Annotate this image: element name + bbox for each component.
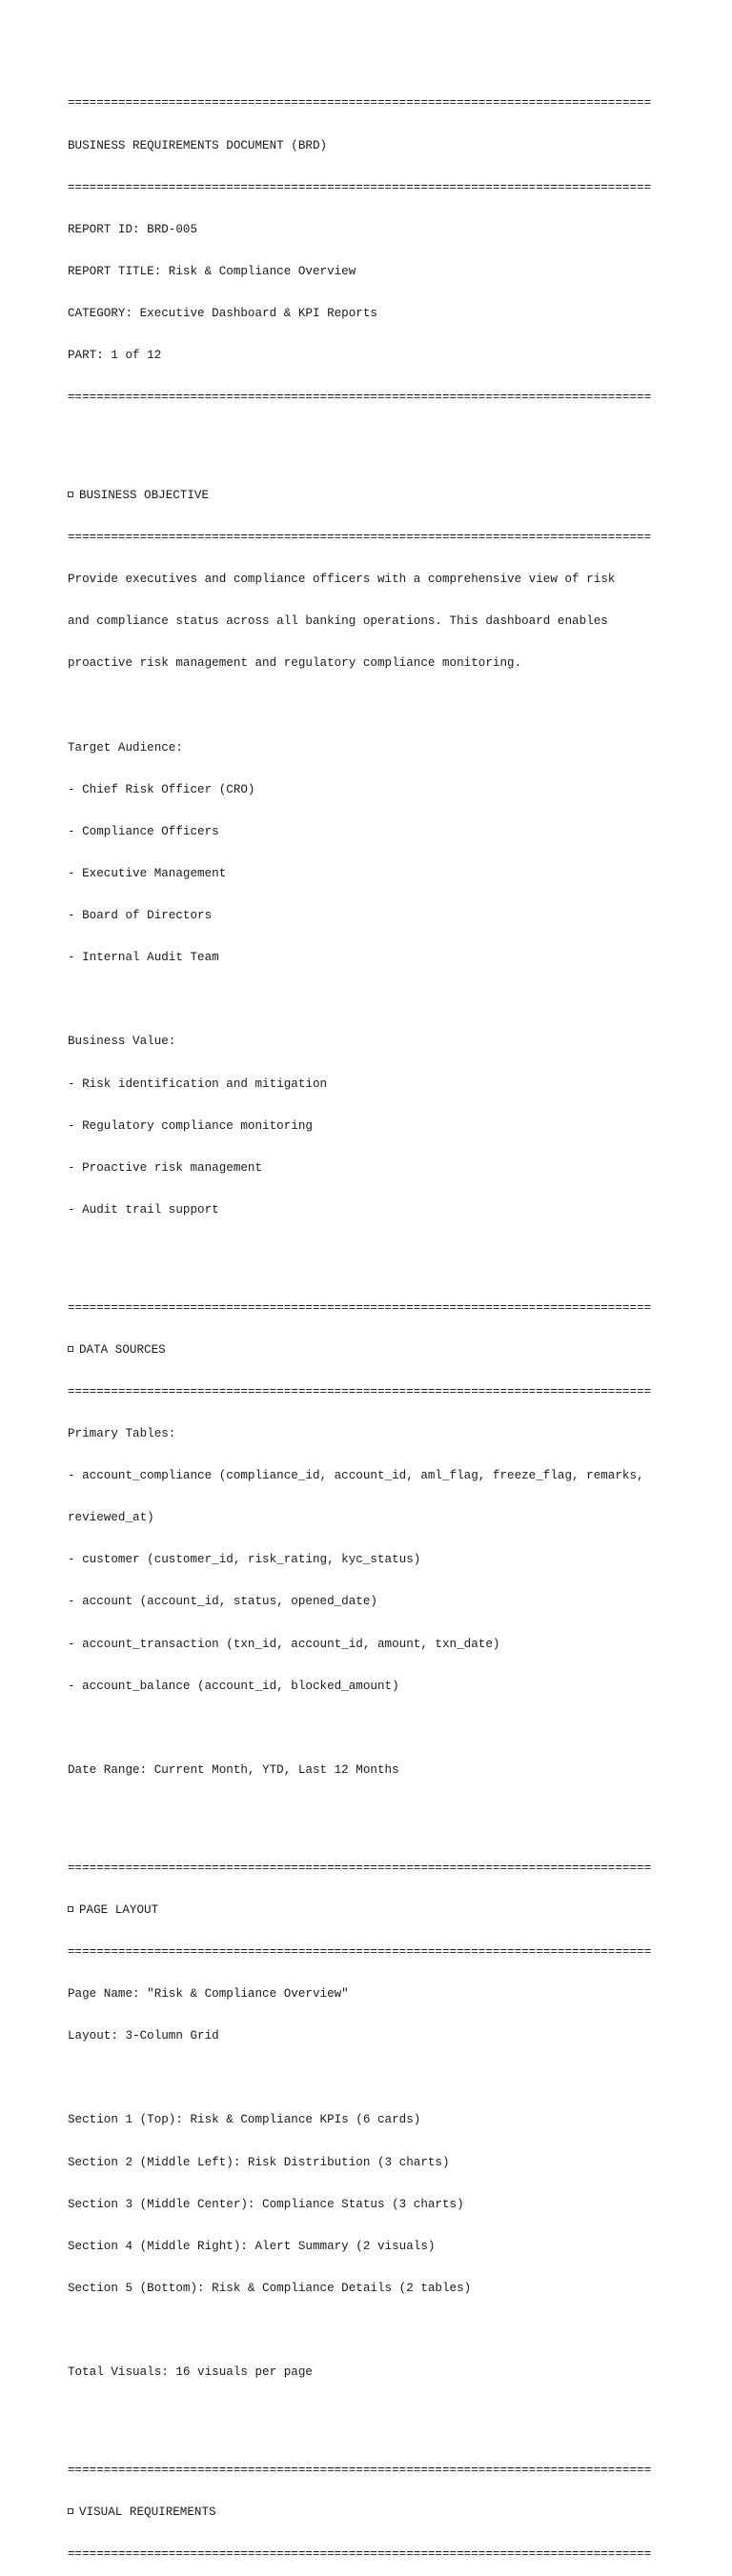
report-id: REPORT ID: BRD-005: [68, 222, 198, 236]
list-item: - Audit trail support: [68, 1202, 219, 1217]
list-item: reviewed_at): [68, 1511, 154, 1525]
list-item: Section 2 (Middle Left): Risk Distribution (3 charts): [68, 2155, 450, 2169]
objective-paragraph-line: and compliance status across all banking operations. This dashboard enables: [68, 614, 608, 629]
objective-paragraph-line: proactive risk management and regulatory compliance monitoring.: [68, 656, 522, 671]
square-bullet-icon: [68, 1906, 73, 1912]
list-item: - Risk identification and mitigation: [68, 1077, 328, 1091]
square-bullet-icon: [68, 2508, 73, 2514]
section-heading-layout: [68, 1903, 649, 1918]
section-heading-text: BUSINESS OBJECTIVE: [79, 489, 210, 503]
layout-type: Layout: 3-Column Grid: [68, 2029, 219, 2043]
list-item: - Chief Risk Officer (CRO): [68, 782, 255, 796]
square-bullet-icon: [68, 492, 73, 497]
list-item: - customer (customer_id, risk_rating, kyc_status): [68, 1553, 421, 1567]
document-title: BUSINESS REQUIREMENTS DOCUMENT (BRD): [68, 138, 328, 152]
list-item: - Compliance Officers: [68, 824, 219, 838]
list-item: - Executive Management: [68, 866, 227, 880]
list-item: - Regulatory compliance monitoring: [68, 1118, 313, 1133]
divider-rule: =================================================================================: [68, 1384, 652, 1399]
audience-label: Target Audience:: [68, 740, 183, 755]
total-visuals: Total Visuals: 16 visuals per page: [68, 2365, 313, 2380]
spacer: [68, 1245, 649, 1259]
list-item: - account_compliance (compliance_id, account_id, aml_flag, freeze_flag, remarks,: [68, 1469, 644, 1483]
page-name: Page Name: "Risk & Compliance Overview": [68, 1987, 349, 2002]
brd-document: [68, 69, 652, 2576]
list-item: - account_balance (account_id, blocked_amount): [68, 1679, 399, 1693]
section-heading-objective: [68, 489, 649, 503]
divider-rule: =================================================================================: [68, 96, 652, 111]
list-item: Section 4 (Middle Right): Alert Summary (2 visuals): [68, 2239, 436, 2253]
spacer: [68, 2407, 649, 2422]
report-title: REPORT TITLE: Risk & Compliance Overview: [68, 264, 356, 278]
list-item: - account (account_id, status, opened_date): [68, 1595, 377, 1609]
divider-rule: =================================================================================: [68, 391, 652, 405]
date-range: Date Range: Current Month, YTD, Last 12 Months: [68, 1762, 399, 1777]
list-item: - Internal Audit Team: [68, 951, 219, 965]
divider-rule: =================================================================================: [68, 2463, 652, 2477]
value-label: Business Value:: [68, 1035, 176, 1049]
section-heading-text: VISUAL REQUIREMENTS: [79, 2506, 216, 2520]
list-item: - Proactive risk management: [68, 1160, 263, 1175]
spacer: [68, 2071, 649, 2085]
divider-rule: =================================================================================: [68, 1861, 652, 1875]
objective-paragraph-line: Provide executives and compliance officers with a comprehensive view of risk: [68, 573, 616, 587]
divider-rule: =================================================================================: [68, 180, 652, 194]
divider-rule: =================================================================================: [68, 531, 652, 545]
spacer: [68, 1805, 649, 1820]
spacer: [68, 433, 649, 447]
report-part: PART: 1 of 12: [68, 349, 162, 363]
list-item: - Board of Directors: [68, 909, 213, 923]
spacer: [68, 1721, 649, 1736]
section-heading-visual: [68, 2506, 649, 2520]
primary-tables-label: Primary Tables:: [68, 1427, 176, 1441]
section-heading-text: PAGE LAYOUT: [79, 1902, 159, 1917]
spacer: [68, 2324, 649, 2338]
section-heading-sources: [68, 1343, 649, 1358]
report-category: CATEGORY: Executive Dashboard & KPI Reports: [68, 306, 377, 320]
spacer: [68, 699, 649, 714]
spacer: [68, 993, 649, 1007]
section-heading-text: DATA SOURCES: [79, 1342, 166, 1357]
list-item: Section 3 (Middle Center): Compliance Status (3 charts): [68, 2197, 464, 2211]
divider-rule: =================================================================================: [68, 1945, 652, 1960]
divider-rule: =================================================================================: [68, 2547, 652, 2562]
list-item: Section 1 (Top): Risk & Compliance KPIs (6 cards): [68, 2113, 421, 2127]
list-item: Section 5 (Bottom): Risk & Compliance Details (2 tables): [68, 2281, 472, 2295]
square-bullet-icon: [68, 1346, 73, 1352]
divider-rule: =================================================================================: [68, 1300, 652, 1315]
list-item: - account_transaction (txn_id, account_id, amount, txn_date): [68, 1637, 500, 1651]
